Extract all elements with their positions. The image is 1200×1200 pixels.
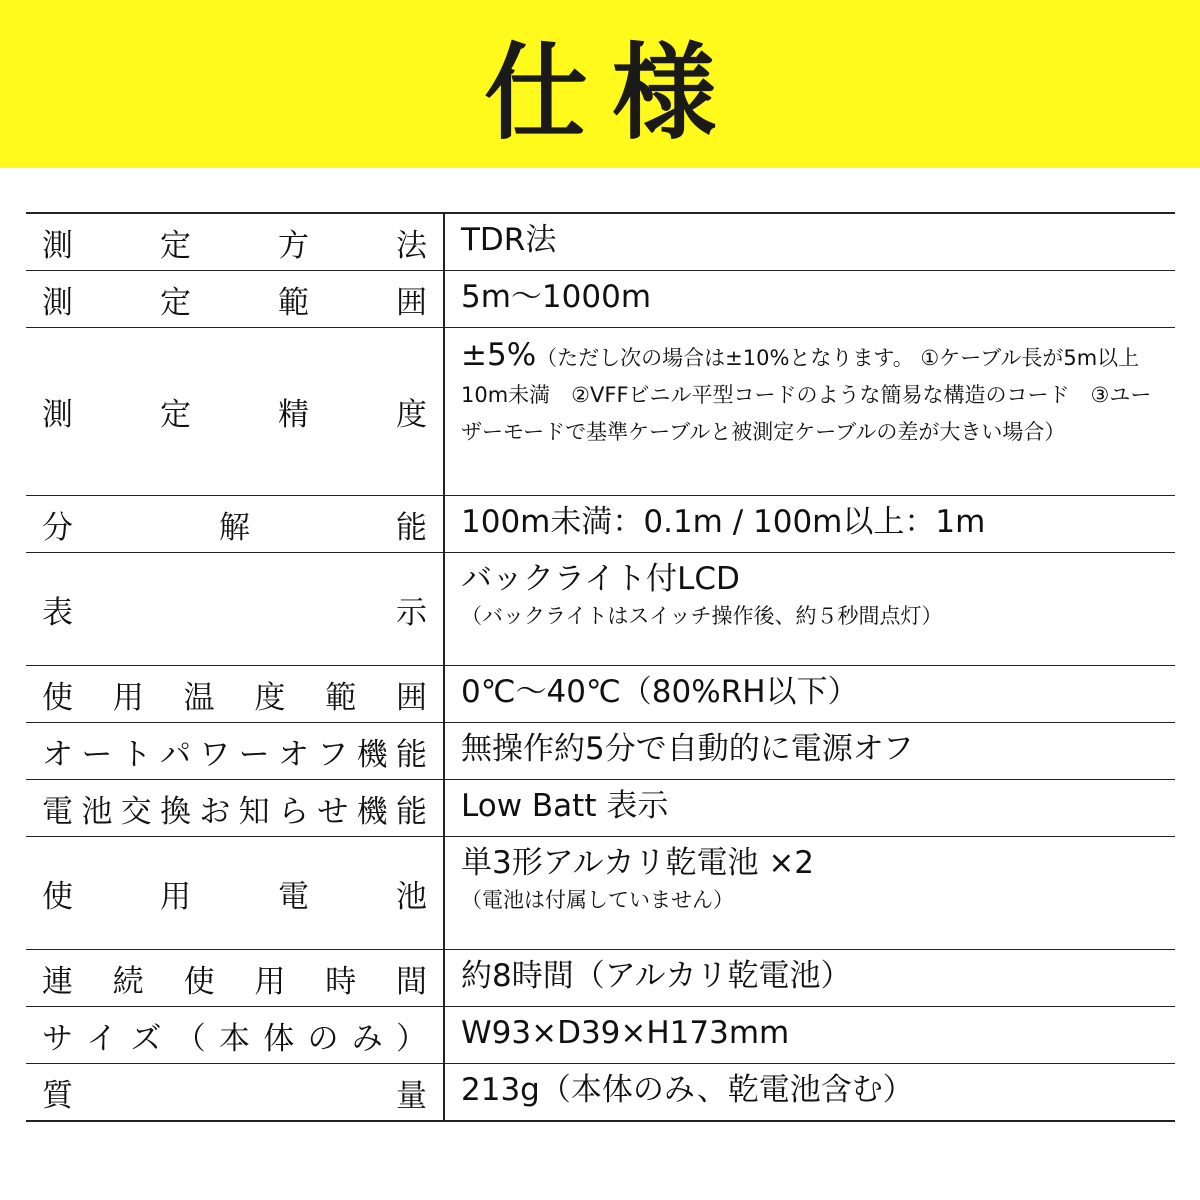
spec-value: バックライト付LCD (461, 561, 740, 597)
spec-label: 測 定 範 囲 (42, 284, 427, 321)
spec-value-cell (444, 1064, 1175, 1122)
spec-value: W93×D39×H173mm (461, 1015, 790, 1051)
spec-table (26, 212, 1175, 1122)
spec-label: 使 用 温 度 範 囲 (42, 679, 427, 716)
spec-label: 使 用 電 池 (42, 878, 427, 915)
spec-value: 100m未満：0.1m / 100m以上：1m (461, 504, 986, 540)
spec-value-cell (444, 213, 1175, 271)
spec-label: 分 解 能 (42, 509, 427, 546)
spec-label: 連 続 使 用 時 間 (42, 963, 427, 1000)
spec-row (26, 666, 1175, 723)
spec-value-cell (444, 553, 1175, 666)
spec-label-cell (26, 723, 444, 780)
spec-label: 測 定 方 法 (42, 227, 427, 264)
spec-row (26, 328, 1175, 496)
spec-row (26, 213, 1175, 271)
spec-label-cell (26, 328, 444, 496)
spec-row (26, 496, 1175, 553)
spec-value: 5m〜1000m (461, 279, 652, 315)
spec-value-cell (444, 666, 1175, 723)
spec-label: 電 池 交 換 お 知 ら せ 機 能 (42, 793, 427, 830)
spec-value: 0℃〜40℃（80%RH以下） (461, 674, 859, 710)
spec-value: TDR法 (461, 222, 557, 258)
spec-row (26, 837, 1175, 950)
spec-value-cell (444, 328, 1175, 496)
spec-label: サ イ ズ （ 本 体 の み ） (42, 1020, 427, 1057)
spec-value-cell (444, 1007, 1175, 1064)
spec-value: 無操作約5分で自動的に電源オフ (461, 731, 914, 767)
spec-value: 単3形アルカリ乾電池 ×2 (461, 845, 815, 881)
spec-value: Low Batt 表示 (461, 788, 669, 824)
spec-note: （ただし次の場合は±10%となります。 ①ケーブル長が5m以上10m未満 ②VFFビニル平型コードのような簡易な構造のコード ③ユーザーモードで基準ケーブルと被測定ケーブルの差が大きい場合） (461, 346, 1152, 444)
spec-value: 213g（本体のみ、乾電池含む） (461, 1072, 914, 1108)
spec-value-cell (444, 723, 1175, 780)
spec-label: 測 定 精 度 (42, 397, 427, 433)
spec-row (26, 271, 1175, 328)
spec-label-cell (26, 496, 444, 553)
spec-label-cell (26, 1007, 444, 1064)
page-title: 仕様 (483, 32, 740, 154)
spec-label-cell (26, 1064, 444, 1122)
spec-note: （バックライトはスイッチ操作後、約５秒間点灯） (461, 604, 943, 628)
spec-row (26, 950, 1175, 1007)
spec-label: 質 量 (42, 1077, 427, 1114)
spec-label-cell (26, 271, 444, 328)
spec-label-cell (26, 950, 444, 1007)
spec-value: ±5% (461, 337, 537, 373)
spec-note: （電池は付属していません） (461, 888, 734, 912)
spec-value-cell (444, 271, 1175, 328)
spec-value-cell (444, 950, 1175, 1007)
spec-label-cell (26, 553, 444, 666)
spec-label: オ ー ト パ ワ ー オ フ 機 能 (42, 736, 427, 773)
spec-label-cell (26, 837, 444, 950)
spec-value: 約8時間（アルカリ乾電池） (461, 958, 852, 994)
spec-label-cell (26, 780, 444, 837)
spec-label: 表 示 (42, 594, 427, 631)
spec-row (26, 723, 1175, 780)
spec-label-cell (26, 666, 444, 723)
spec-row (26, 553, 1175, 666)
spec-value-cell (444, 496, 1175, 553)
spec-row (26, 1007, 1175, 1064)
spec-value-cell (444, 837, 1175, 950)
spec-label-cell (26, 213, 444, 271)
spec-value-cell (444, 780, 1175, 837)
spec-row (26, 1064, 1175, 1122)
spec-row (26, 780, 1175, 837)
